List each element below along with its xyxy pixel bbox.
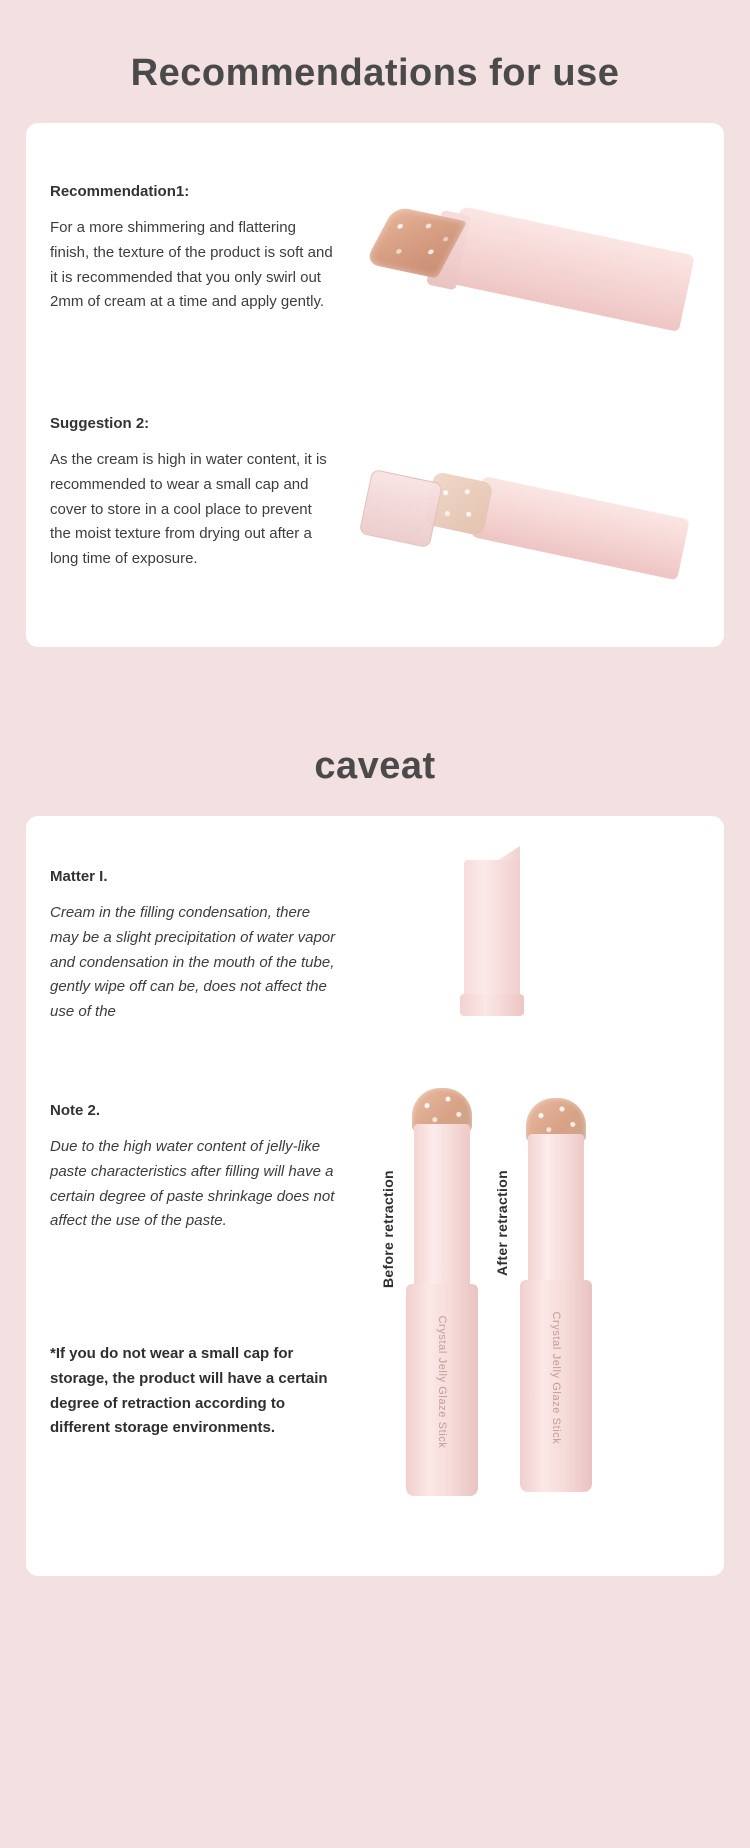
stick-base [460, 994, 524, 1016]
recommendation-1-heading: Recommendation1: [50, 183, 190, 200]
recommendation-block-2 [50, 415, 336, 572]
caveat-block-1 [50, 868, 336, 1025]
recommendations-card [26, 123, 724, 647]
caveat-card [26, 816, 724, 1576]
section-title-caveat: caveat [314, 745, 436, 787]
recommendation-block-1 [50, 183, 336, 315]
caveat-2-body: Due to the high water content of jelly-like paste characteristics after filling will have a certain degree of paste shrinkage does not affect the use of the paste. [50, 1138, 335, 1230]
stick-small-cap [359, 469, 443, 549]
stick-neck [414, 1124, 470, 1288]
figure-label-after-retraction: After retraction [494, 1170, 510, 1276]
product-image-stick-with-cap [356, 453, 676, 593]
stick-barrel [444, 206, 695, 332]
product-comparison-figure [360, 1070, 660, 1530]
product-image-open-stick-glitter [356, 195, 676, 345]
figure-label-before-retraction: Before retraction [380, 1170, 396, 1288]
product-name-label: Crystal Jelly Glaze Stick [436, 1315, 448, 1449]
recommendation-2-body: As the cream is high in water content, it is recommended to wear a small cap and cover to store in a cool place to prevent the moist texture from drying out after a long time of exposure. [50, 451, 327, 567]
caveat-1-heading: Matter I. [50, 868, 108, 885]
stick-neck [528, 1134, 584, 1284]
recommendation-1-body: For a more shimmering and flattering finish, the texture of the product is soft and it is recommended that you only swirl out 2mm of cream at a time and apply gently. [50, 219, 333, 311]
section-title-recommendations: Recommendations for use [130, 52, 620, 94]
stick-tube [520, 1280, 592, 1492]
caveat-1-body: Cream in the filling condensation, there may be a slight precipitation of water vapor and condensation in the mouth of the tube, gently wipe off can be, does not affect the use of the [50, 904, 336, 1020]
caveat-2-heading: Note 2. [50, 1102, 101, 1119]
product-image-closed-stick [426, 846, 586, 1026]
recommendation-2-heading: Suggestion 2: [50, 415, 150, 432]
product-name-label: Crystal Jelly Glaze Stick [550, 1311, 562, 1445]
stick-body [464, 860, 520, 1010]
caveat-footnote: *If you do not wear a small cap for storage, the product will have a certain degree of retraction according to different storage environments. [50, 1345, 328, 1437]
stick-barrel [470, 476, 690, 581]
stick-tube [406, 1284, 478, 1496]
caveat-block-2 [50, 1102, 336, 1234]
